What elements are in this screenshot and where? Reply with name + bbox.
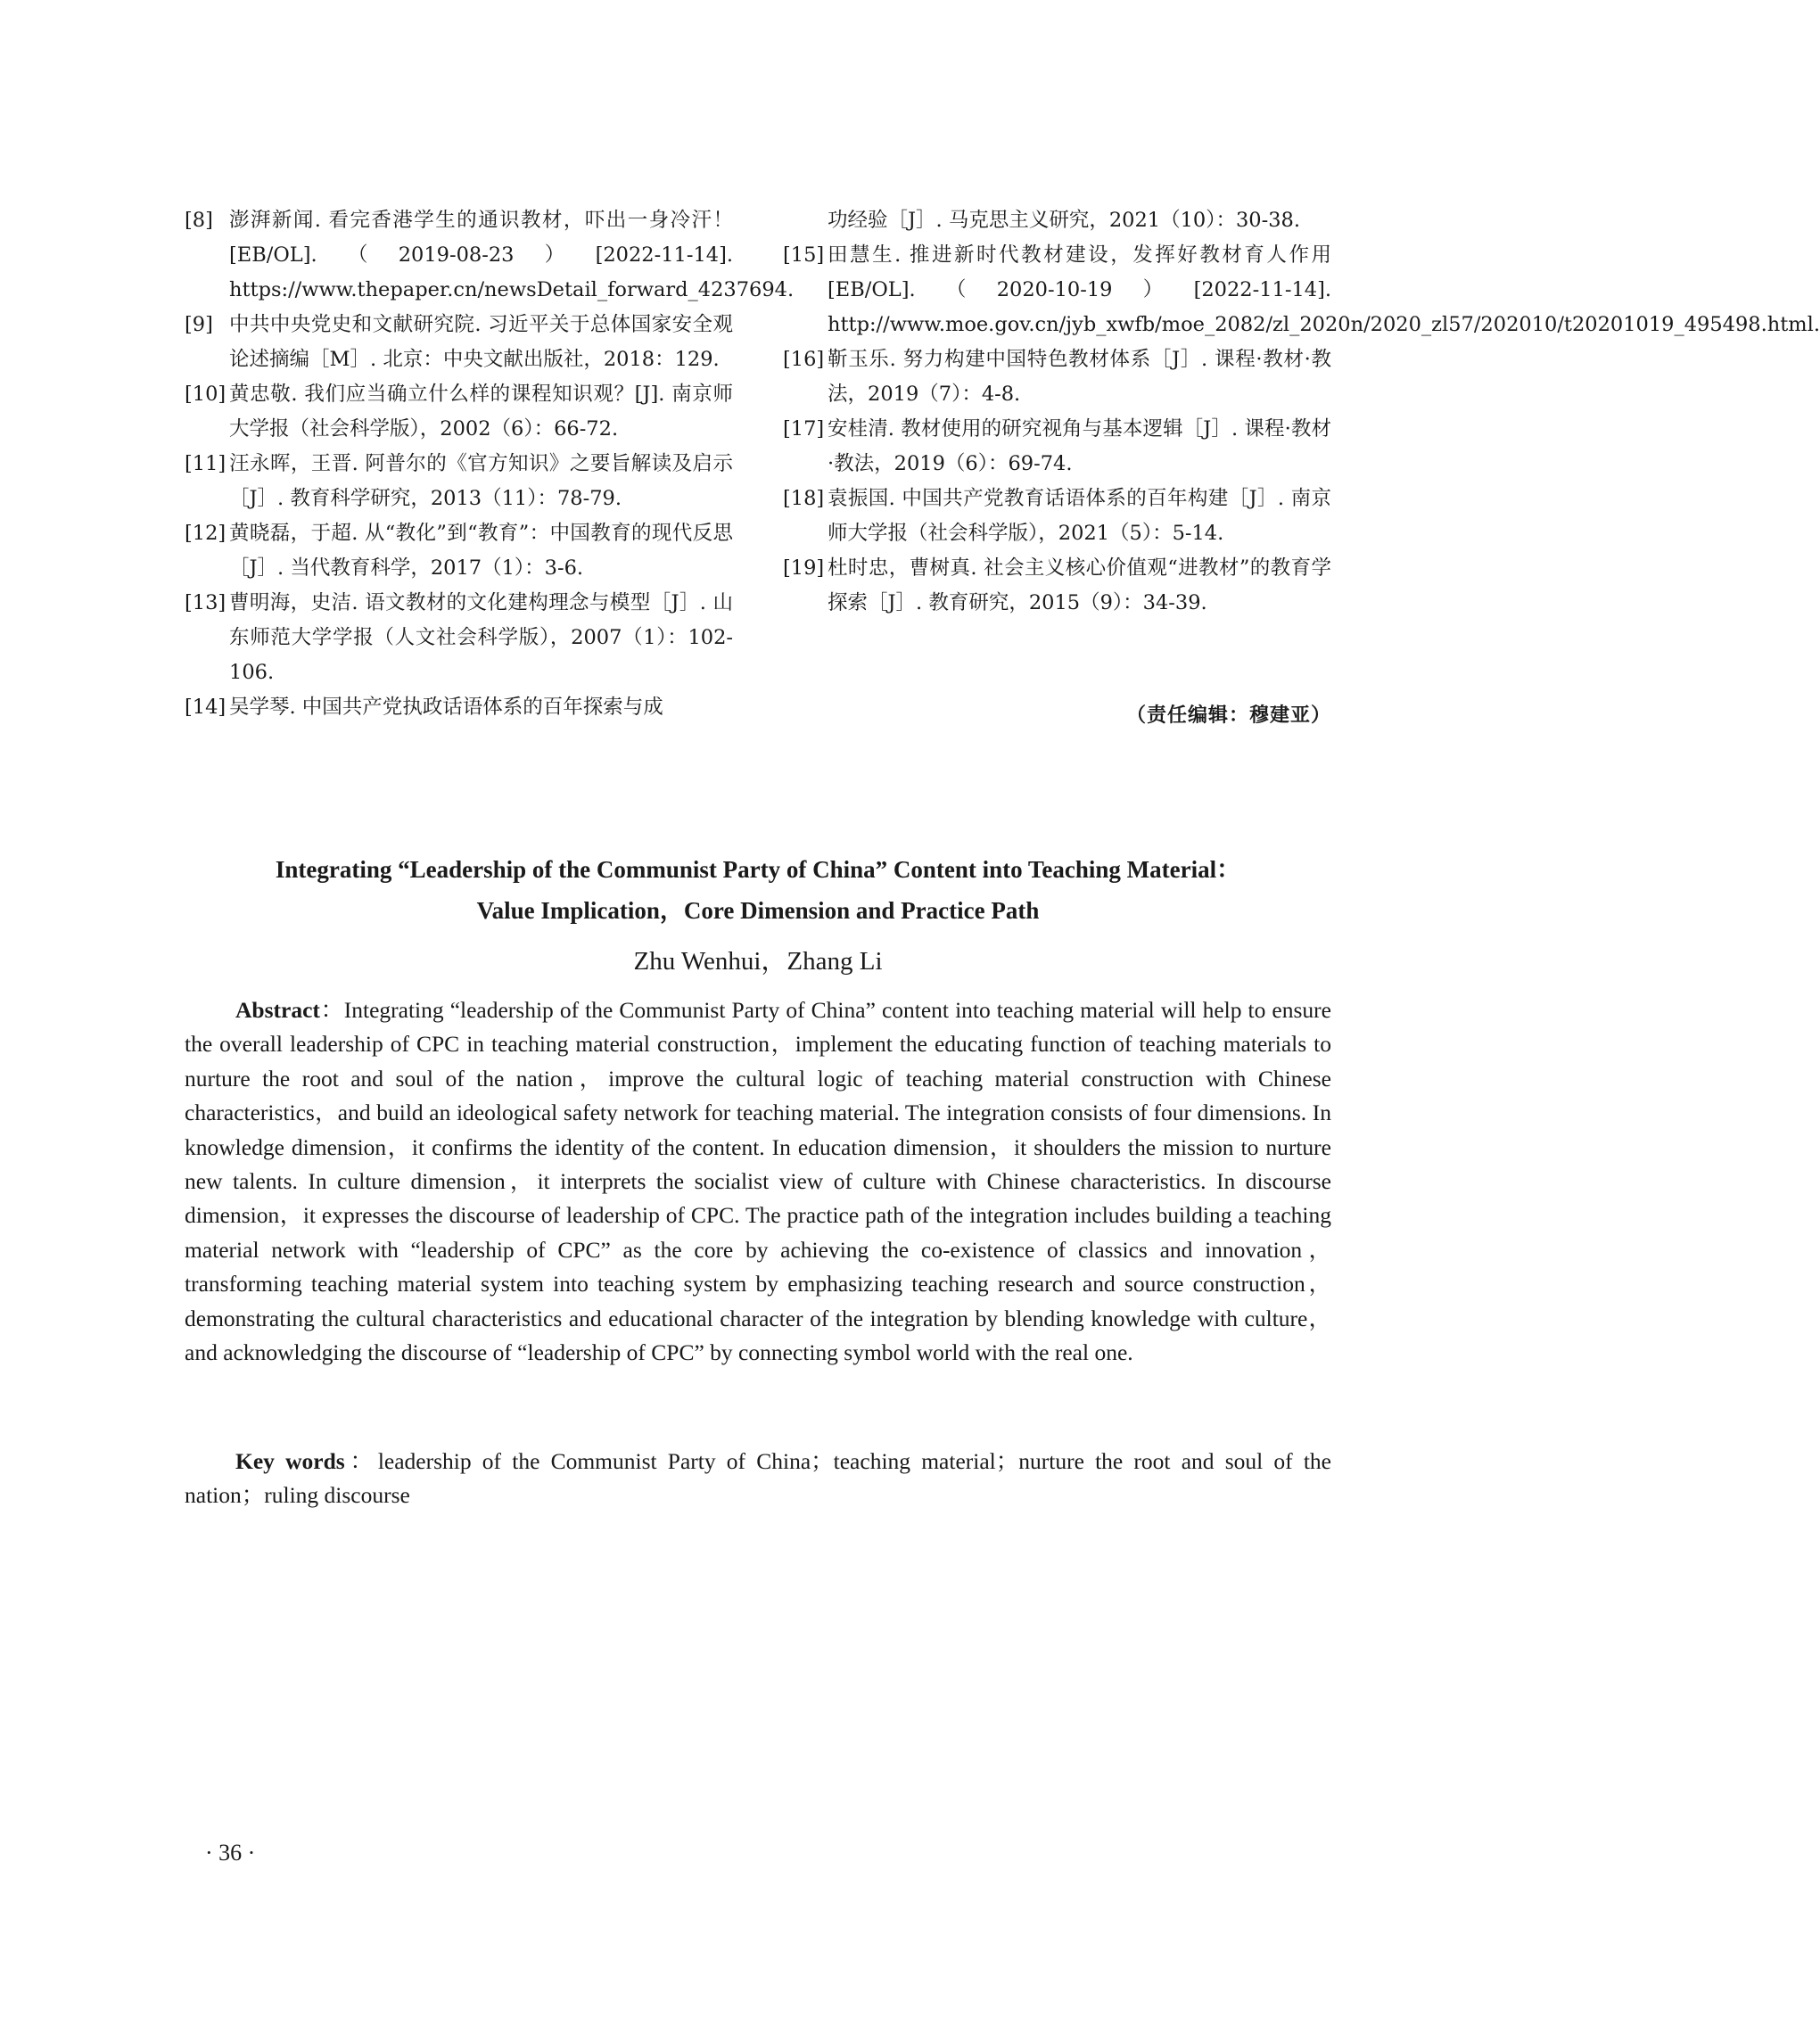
reference-item — [783, 412, 1331, 482]
reference-number: [14] — [185, 696, 226, 719]
reference-text: 曹明海，史洁. 语文教材的文化建构理念与模型［J］. 山东师范大学学报（人文社会科学版），2007（1）：102-106. — [229, 591, 733, 684]
reference-number: [12] — [185, 522, 226, 545]
reference-text: 吴学琴. 中国共产党执政话语体系的百年探索与成 — [229, 696, 663, 719]
reference-item — [185, 586, 733, 690]
reference-number: [9] — [185, 313, 213, 336]
english-title — [178, 849, 1338, 931]
reference-number: [18] — [783, 487, 825, 510]
editor-note: （责任编辑：穆建亚） — [1125, 704, 1331, 727]
keywords-label: Key words — [235, 1448, 345, 1474]
reference-number: [10] — [185, 383, 226, 406]
reference-item — [185, 516, 733, 586]
reference-number: [15] — [783, 243, 825, 267]
authors: Zhu Wenhui，Zhang Li — [633, 947, 883, 976]
reference-text: 黄忠敬. 我们应当确立什么样的课程知识观？[J]. 南京师大学报（社会科学版），2002（6）：66-72. — [229, 383, 733, 441]
reference-item — [185, 690, 733, 725]
reference-item — [783, 551, 1331, 621]
reference-item — [185, 447, 733, 516]
reference-text: 汪永晖，王晋. 阿普尔的《官方知识》之要旨解读及启示［J］. 教育科学研究，2013（11）：78-79. — [229, 452, 733, 510]
title-line-2: Value Implication，Core Dimension and Practice Path — [476, 897, 1040, 924]
reference-number: [16] — [783, 348, 825, 371]
reference-text: 黄晓磊，于超. 从“教化”到“教育”：中国教育的现代反思［J］. 当代教育科学，2017（1）：3-6. — [229, 522, 733, 580]
reference-item — [783, 238, 1820, 342]
reference-text: 袁振国. 中国共产党教育话语体系的百年构建［J］. 南京师大学报（社会科学版），2021（5）：5-14. — [828, 487, 1331, 545]
reference-number: [19] — [783, 556, 825, 580]
reference-item — [185, 308, 733, 377]
reference-item — [185, 203, 795, 308]
reference-text: 澎湃新闻. 看完香港学生的通识教材，吓出一身冷汗！[EB/OL].（2019-08-23）[2022-11-14]. https://www.thepaper.cn/newsDetail_forward_4237694. — [229, 209, 795, 301]
reference-item — [185, 377, 733, 447]
page-number: · 36 · — [205, 1840, 256, 1866]
reference-number: [17] — [783, 417, 825, 441]
references-right-column — [783, 203, 1820, 621]
reference-text: 靳玉乐. 努力构建中国特色教材体系［J］. 课程·教材·教法，2019（7）：4-8. — [828, 348, 1331, 406]
reference-text: 中共中央党史和文献研究院. 习近平关于总体国家安全观论述摘编［M］. 北京：中央文献出版社，2018：129. — [229, 313, 733, 371]
reference-number: [13] — [185, 591, 226, 614]
reference-text: 田慧生. 推进新时代教材建设，发挥好教材育人作用[EB/OL].（2020-10-19）[2022-11-14]. http://www.moe.gov.cn/jyb_xwfb/moe_2082/zl_2020n/2020_zl57/202010/t20201019_495498.html. — [828, 243, 1820, 336]
abstract-label: Abstract — [235, 997, 320, 1023]
reference-number: [8] — [185, 209, 213, 232]
reference-number: [11] — [185, 452, 226, 475]
abstract-text: Integrating “leadership of the Communist Party of China” content into teaching material will help to ensure the overall leadership of CPC in teaching material construction，implement the educating function of teaching materials to nurture the root and soul of the nation，improve the cultural logic of teaching material construction with Chinese characteristics，and build an ideological safety network for teaching material. The integration consists of four dimensions. In knowledge dimension，it confirms the identity of the content. In education dimension，it shoulders the mission to nurture new talents. In culture dimension，it interprets the socialist view of culture with Chinese characteristics. In discourse dimension，it expresses the discourse of leadership of CPC. The practice path of the integration includes building a teaching material network with “leadership of CPC” as the core by achieving the co-existence of classics and innovation，transforming teaching material system into teaching system by emphasizing teaching research and source construction，demonstrating the cultural characteristics and educational character of the integration by blending knowledge with culture，and acknowledging the discourse of “leadership of CPC” by connecting symbol world with the real one. — [185, 997, 1331, 1366]
reference-item — [783, 482, 1331, 551]
abstract: Abstract：Integrating “leadership of the Communist Party of China” content into teaching material will help to ensure the overall leadership of CPC in teaching material construction，implement the educating function of teaching materials to nurture the root and soul of the nation，improve the cultural logic of teaching material construction with Chinese characteristics，and build an ideological safety network for teaching material. The integration consists of four dimensions. In knowledge dimension，it confirms the identity of the content. In education dimension，it shoulders the mission to nurture new talents. In culture dimension，it interprets the socialist view of culture with Chinese characteristics. In discourse dimension，it expresses the discourse of leadership of CPC. The practice path of the integration includes building a teaching material network with “leadership of CPC” as the core by achieving the co-existence of classics and innovation，transforming teaching material system into teaching system by emphasizing teaching research and source construction，demonstrating the cultural characteristics and educational character of the integration by blending knowledge with culture，and acknowledging the discourse of “leadership of CPC” by connecting symbol world with the real one. — [185, 997, 1331, 1366]
reference-item — [783, 342, 1331, 412]
references-left-column — [185, 203, 795, 725]
keywords-text: leadership of the Communist Party of China；teaching material；nurture the root and soul of the nation；ruling discourse — [185, 1448, 1331, 1509]
reference-text: 杜时忠，曹树真. 社会主义核心价值观“进教材”的教育学探索［J］. 教育研究，2015（9）：34-39. — [828, 556, 1331, 614]
keywords: Key words：leadership of the Communist Party of China；teaching material；nurture the root and soul of the nation；ruling discourse — [185, 1448, 1331, 1509]
reference-continuation: 功经验［J］. 马克思主义研究，2021（10）：30-38. — [828, 209, 1300, 232]
reference-text: 安桂清. 教材使用的研究视角与基本逻辑［J］. 课程·教材·教法，2019（6）：69-74. — [828, 417, 1331, 475]
title-line-1: Integrating “Leadership of the Communist Party of China” Content into Teaching Material： — [275, 856, 1241, 883]
